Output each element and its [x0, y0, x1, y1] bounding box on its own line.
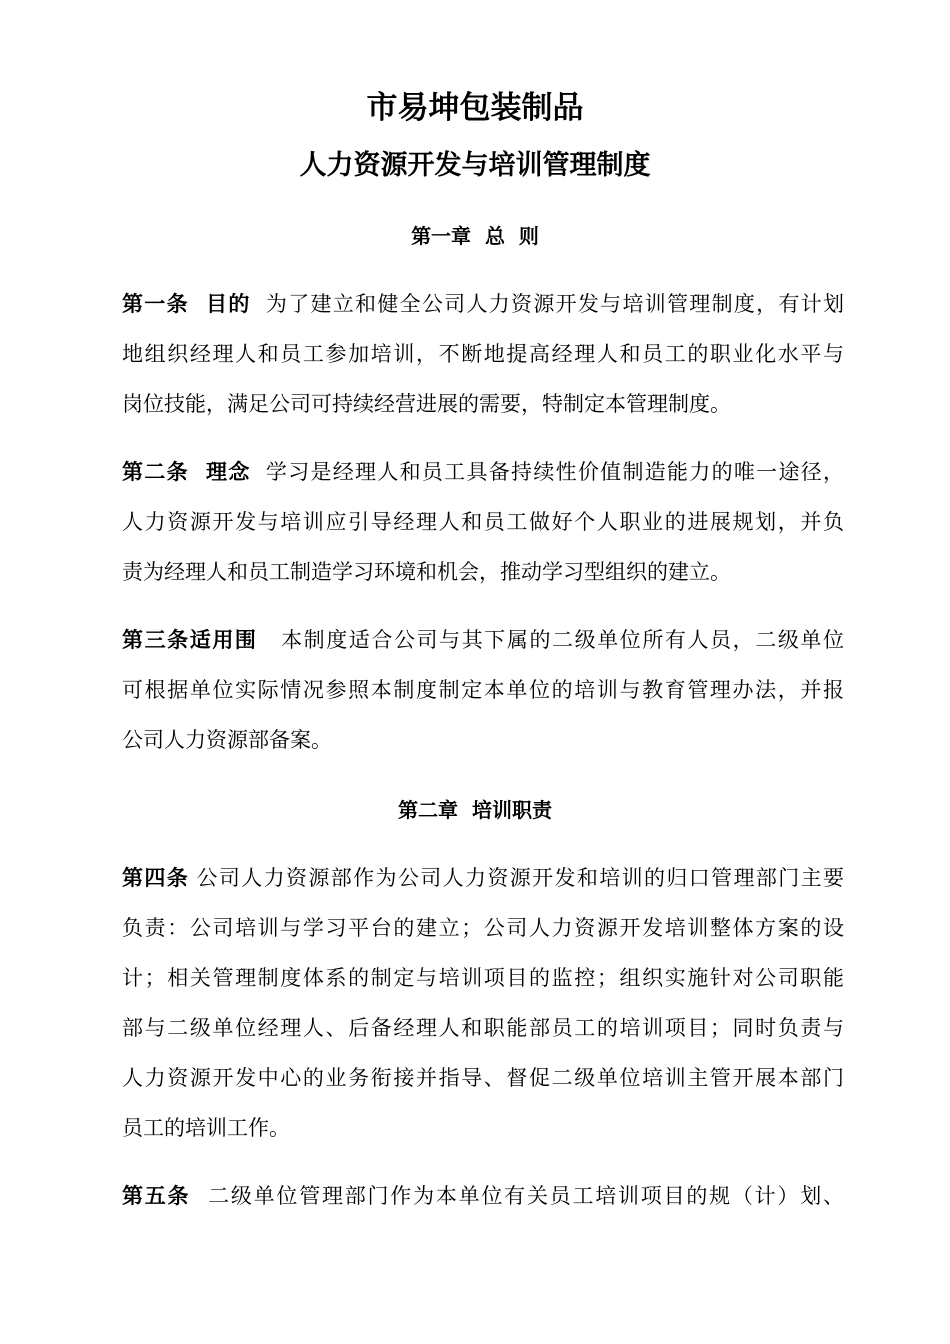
paragraph-line [122, 279, 844, 329]
paragraph-text: 学习是经理人和员工具备持续性价值制造能力的唯一途径， [264, 460, 845, 484]
paragraph-text: 二级单位管理部门作为本单位有关员工培训项目的规（计）划、 [206, 1184, 845, 1208]
paragraph-line: 公司人力资源部备案。 [122, 728, 332, 752]
article-paragraph [122, 279, 844, 429]
paragraph-text: 公司人力资源部作为公司人力资源开发和培训的归口管理部门主要 [195, 866, 844, 890]
paragraph-line: 员工的培训工作。 [122, 1116, 290, 1140]
article-label: 第三条适用围 [122, 628, 258, 652]
paragraph-line: 人力资源开发与培训应引导经理人和员工做好个人职业的进展规划，并负 [122, 510, 844, 534]
paragraph-line: 可根据单位实际情况参照本制度制定本单位的培训与教育管理办法，并报 [122, 678, 844, 702]
paragraph-text: 为了建立和健全公司人力资源开发与培训管理制度，有计划 [264, 292, 845, 316]
paragraph-line [122, 1171, 844, 1221]
paragraph-text: 本制度适合公司与其下属的二级单位所有人员，二级单位 [279, 628, 844, 652]
paragraph-line: 地组织经理人和员工参加培训，不断地提高经理人和员工的职业化水平与 [122, 342, 844, 366]
article-paragraph [122, 615, 844, 765]
article-label: 第五条 [122, 1184, 191, 1208]
paragraph-line [122, 447, 844, 497]
paragraph-line [122, 615, 844, 665]
article-label: 第二条 理念 [122, 460, 251, 484]
paragraph-line: 责为经理人和员工制造学习环境和机会，推动学习型组织的建立。 [122, 560, 731, 584]
article-label: 第一条 目的 [122, 292, 251, 316]
chapter-heading: 第二章 培训职责 [398, 798, 552, 822]
paragraph-line: 部与二级单位经理人、后备经理人和职能部员工的培训项目；同时负责与 [122, 1016, 844, 1040]
paragraph-line: 岗位技能，满足公司可持续经营进展的需要，特制定本管理制度。 [122, 392, 731, 416]
company-title: 市易坤包装制品 [366, 90, 584, 126]
paragraph-line: 计；相关管理制度体系的制定与培训项目的监控；组织实施针对公司职能 [122, 966, 844, 990]
chapter-heading: 第一章 总 则 [411, 224, 539, 248]
paragraph-line [122, 853, 844, 903]
paragraph-line: 人力资源开发中心的业务衔接并指导、督促二级单位培训主管开展本部门 [122, 1066, 844, 1090]
article-paragraph [122, 1171, 844, 1221]
paragraph-line: 负责：公司培训与学习平台的建立；公司人力资源开发培训整体方案的设 [122, 916, 844, 940]
article-label: 第四条 [122, 866, 190, 890]
document-title: 人力资源开发与培训管理制度 [299, 150, 651, 181]
article-paragraph [122, 447, 844, 597]
article-paragraph [122, 853, 844, 1153]
